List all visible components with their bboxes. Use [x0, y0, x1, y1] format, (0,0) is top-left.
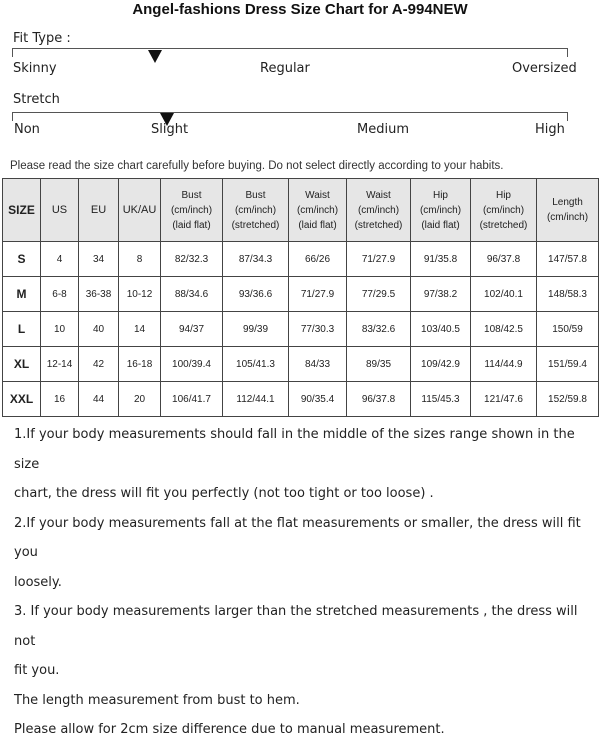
table-cell: 114/44.9 — [471, 347, 537, 382]
table-row — [3, 242, 599, 277]
table-cell: 97/38.2 — [411, 277, 471, 312]
fit-type-option-regular: Regular — [260, 61, 310, 76]
note-line: 1.If your body measurements should fall in the middle of the sizes range shown in the size — [14, 427, 575, 472]
fit-type-pointer-icon — [148, 50, 162, 63]
stretch-tick — [12, 112, 13, 121]
table-cell: 6-8 — [41, 277, 79, 312]
table-cell: 150/59 — [537, 312, 599, 347]
stretch-option-non: Non — [14, 122, 40, 137]
fit-type-option-skinny: Skinny — [13, 61, 57, 76]
table-cell: 84/33 — [289, 347, 347, 382]
table-cell: 147/57.8 — [537, 242, 599, 277]
table-row — [3, 382, 599, 417]
column-header-us: US — [41, 179, 79, 242]
table-cell: 151/59.4 — [537, 347, 599, 382]
table-cell: 115/45.3 — [411, 382, 471, 417]
table-cell: 71/27.9 — [289, 277, 347, 312]
column-header-waist-stretched: Waist (cm/inch) (stretched) — [347, 179, 411, 242]
table-cell: 42 — [79, 347, 119, 382]
table-cell: 10-12 — [119, 277, 161, 312]
column-header-hip-flat: Hip (cm/inch) (laid flat) — [411, 179, 471, 242]
stretch-option-slight: Slight — [151, 122, 189, 137]
table-cell: 83/32.6 — [347, 312, 411, 347]
table-row — [3, 277, 599, 312]
table-cell: 108/42.5 — [471, 312, 537, 347]
table-cell: 12-14 — [41, 347, 79, 382]
column-header-bust-stretched: Bust (cm/inch) (stretched) — [223, 179, 289, 242]
fit-type-tick — [12, 48, 13, 57]
page-title: Angel-fashions Dress Size Chart for A-994NEW — [132, 1, 468, 18]
table-cell: 99/39 — [223, 312, 289, 347]
stretch-scale-line — [12, 112, 568, 113]
table-cell: 91/35.8 — [411, 242, 471, 277]
table-cell: 36-38 — [79, 277, 119, 312]
column-header-waist-flat: Waist (cm/inch) (laid flat) — [289, 179, 347, 242]
fit-type-scale-line — [12, 48, 568, 49]
table-cell: 103/40.5 — [411, 312, 471, 347]
table-cell: 77/29.5 — [347, 277, 411, 312]
table-cell: XXL — [3, 382, 41, 417]
column-header-size: SIZE — [3, 179, 41, 242]
table-cell: 10 — [41, 312, 79, 347]
size-chart-notice: Please read the size chart carefully before buying. Do not select directly according to your habits. — [10, 160, 504, 172]
stretch-option-medium: Medium — [357, 122, 409, 137]
note-line: loosely. — [14, 574, 62, 590]
table-cell: 96/37.8 — [471, 242, 537, 277]
stretch-tick — [567, 112, 568, 121]
table-cell: 82/32.3 — [161, 242, 223, 277]
note-line: 3. If your body measurements larger than the stretched measurements , the dress will not — [14, 604, 578, 649]
table-cell: 152/59.8 — [537, 382, 599, 417]
table-cell: 71/27.9 — [347, 242, 411, 277]
table-cell: 93/36.6 — [223, 277, 289, 312]
table-cell: 16 — [41, 382, 79, 417]
table-cell: 121/47.6 — [471, 382, 537, 417]
column-header-uk-au: UK/AU — [119, 179, 161, 242]
table-cell: 148/58.3 — [537, 277, 599, 312]
note-line: 2.If your body measurements fall at the flat measurements or smaller, the dress will fit you — [14, 515, 581, 560]
table-cell: 105/41.3 — [223, 347, 289, 382]
table-cell: 4 — [41, 242, 79, 277]
fit-type-option-oversized: Oversized — [512, 61, 577, 76]
column-header-eu: EU — [79, 179, 119, 242]
note-line: chart, the dress will fit you perfectly (not too tight or too loose) . — [14, 486, 434, 501]
table-cell: 89/35 — [347, 347, 411, 382]
stretch-label: Stretch — [13, 92, 60, 107]
table-cell: 44 — [79, 382, 119, 417]
column-header-hip-stretched: Hip (cm/inch) (stretched) — [471, 179, 537, 242]
table-cell: 87/34.3 — [223, 242, 289, 277]
table-cell: 90/35.4 — [289, 382, 347, 417]
table-cell: L — [3, 312, 41, 347]
table-cell: 100/39.4 — [161, 347, 223, 382]
table-cell: 20 — [119, 382, 161, 417]
table-cell: 94/37 — [161, 312, 223, 347]
table-cell: 34 — [79, 242, 119, 277]
table-cell: 112/44.1 — [223, 382, 289, 417]
fit-type-tick — [567, 48, 568, 57]
column-header-length: Length (cm/inch) — [537, 179, 599, 242]
fit-type-label: Fit Type : — [13, 31, 71, 46]
table-row — [3, 347, 599, 382]
size-chart-table — [2, 178, 599, 417]
stretch-option-high: High — [535, 122, 565, 137]
table-cell: 66/26 — [289, 242, 347, 277]
table-cell: 96/37.8 — [347, 382, 411, 417]
note-line: Please allow for 2cm size difference due to manual measurement. — [14, 722, 445, 737]
table-cell: 14 — [119, 312, 161, 347]
table-cell: S — [3, 242, 41, 277]
table-cell: M — [3, 277, 41, 312]
table-cell: 8 — [119, 242, 161, 277]
table-cell: 88/34.6 — [161, 277, 223, 312]
note-line: fit you. — [14, 663, 60, 678]
table-cell: 77/30.3 — [289, 312, 347, 347]
fit-notes — [14, 420, 594, 745]
table-cell: 40 — [79, 312, 119, 347]
table-cell: XL — [3, 347, 41, 382]
table-row — [3, 312, 599, 347]
table-header-row — [3, 179, 599, 242]
note-line: The length measurement from bust to hem. — [14, 692, 300, 708]
table-cell: 106/41.7 — [161, 382, 223, 417]
column-header-bust-flat: Bust (cm/inch) (laid flat) — [161, 179, 223, 242]
table-cell: 16-18 — [119, 347, 161, 382]
table-cell: 102/40.1 — [471, 277, 537, 312]
table-cell: 109/42.9 — [411, 347, 471, 382]
